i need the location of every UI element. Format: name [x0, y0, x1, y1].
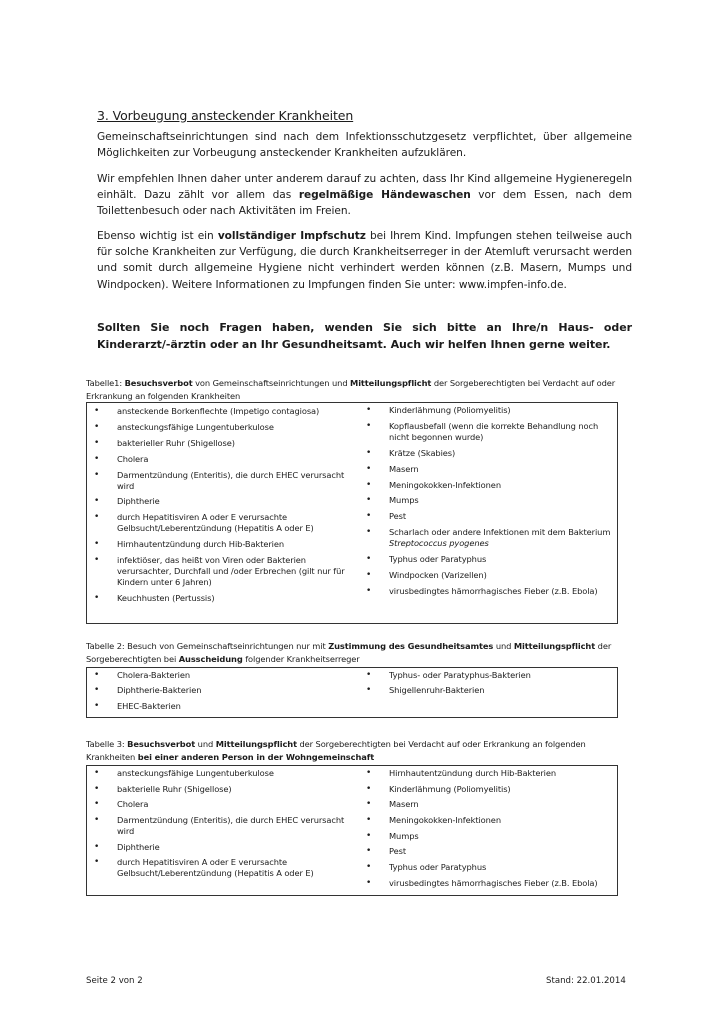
list-item: • Mumps [363, 495, 615, 506]
list-item: • Meningokokken-Infektionen [363, 815, 615, 826]
list-item: • virusbedingtes hämorrhagisches Fieber (z.B. Ebola) [363, 586, 615, 597]
hygiene-paragraph [97, 171, 632, 220]
table1-box [86, 402, 618, 624]
table3-box [86, 765, 618, 896]
list-item: • Krätze (Skabies) [363, 448, 615, 459]
table2-right-list [363, 670, 615, 701]
list-item: • Keuchhusten (Pertussis) [91, 593, 355, 604]
list-item: • Pest [363, 511, 615, 522]
list-item: • Typhus oder Paratyphus [363, 554, 615, 565]
list-item: • Diphtherie [91, 496, 355, 507]
table1-caption [86, 377, 631, 402]
list-item [363, 527, 615, 549]
table3-caption [86, 738, 631, 763]
table3-caption-a: Tabelle 3: [86, 739, 128, 749]
list-item: • Cholera-Bakterien [91, 670, 355, 681]
list-item: • bakterielle Ruhr (Shigellose) [91, 784, 355, 795]
list-item: • Typhus oder Paratyphus [363, 862, 615, 873]
table1-caption-d: der Sorgeberechtigten bei Verdacht auf oder Erkrankung an folgenden Krankheiten [86, 378, 616, 401]
table1-caption-c: von Gemeinschaftseinrichtungen und [192, 378, 351, 388]
list-item: • bakterieller Ruhr (Shigellose) [91, 438, 355, 449]
list-item: • Pest [363, 846, 615, 857]
table3-caption-bold-3: bei einer anderen Person in der Wohngemeinschaft [137, 751, 375, 762]
table3-caption-bold-1: Besuchsverbot [127, 739, 196, 749]
list-item: • EHEC-Bakterien [91, 701, 355, 712]
table2-caption-bold-3: Ausscheidung [178, 653, 243, 664]
handwashing-emphasis: regelmäßige Händewaschen [298, 189, 471, 202]
table1-caption-a: Tabelle1: [86, 378, 125, 388]
list-item: • Meningokokken-Infektionen [363, 480, 615, 491]
scharlach-bacterium-italic: Streptococcus pyogenes [389, 538, 489, 549]
list-item: • Cholera [91, 799, 355, 810]
list-item: • Diphtherie-Bakterien [91, 685, 355, 696]
list-item: • Darmentzündung (Enteritis), die durch EHEC verursacht wird [91, 815, 355, 837]
vaccination-emphasis: vollständiger Impfschutz [217, 230, 366, 242]
list-item: • ansteckungsfähige Lungentuberkulose [91, 422, 355, 433]
list-item: • Hirnhautentzündung durch Hib-Bakterien [363, 768, 615, 779]
contact-paragraph: Sollten Sie noch Fragen haben, wenden Sie sich bitte an Ihre/n Haus- oder Kinderarzt/-ärztin oder an Ihr Gesundheitsamt. Auch wir helfen Ihnen gerne weiter. [97, 321, 632, 351]
table2-box [86, 667, 618, 718]
table2-caption-d: der Sorgeberechtigten bei [86, 641, 612, 664]
list-item: • Hirnhautentzündung durch Hib-Bakterien [91, 539, 355, 550]
section-heading: 3. Vorbeugung ansteckender Krankheiten [97, 108, 354, 123]
table2-left-list [91, 670, 355, 716]
hygiene-text-b: vor dem Essen, nach dem Toilettenbesuch oder nach Aktivitäten im Freien. [97, 189, 632, 218]
table3-caption-c: und [195, 739, 216, 749]
table1-right-list [363, 405, 615, 602]
list-item: • Kopflausbefall (wenn die korrekte Behandlung noch nicht begonnen wurde) [363, 421, 615, 443]
document-date: Stand: 22.01.2014 [546, 976, 626, 986]
intro-paragraph: Gemeinschaftseinrichtungen sind nach dem Infektionsschutzgesetz verpflichtet, über allgemeine Möglichkeiten zur Vorbeugung ansteckender Krankheiten aufzuklären. [97, 131, 632, 160]
list-item: • virusbedingtes hämorrhagisches Fieber (z.B. Ebola) [363, 878, 615, 889]
vaccination-text-b: bei Ihrem Kind. Impfungen stehen teilweise auch für solche Krankheiten zur Verfügung, die durch Krankheitserreger in der Atemluft verursacht werden und somit durch allgemeine Hygiene nicht verhindert werden können (z.B. Masern, Mumps und Windpocken). Weitere Informationen zu Impfungen finden Sie unter: www.impfen-info.de. [97, 230, 632, 291]
list-item: • Shigellenruhr-Bakterien [363, 685, 615, 696]
table2-caption [86, 640, 631, 665]
table2-caption-a: Tabelle 2: Besuch von Gemeinschaftseinrichtungen nur mit [86, 641, 329, 651]
list-item: • Kinderlähmung (Poliomyelitis) [363, 405, 615, 416]
page-number: Seite 2 von 2 [86, 976, 143, 986]
list-item: • Windpocken (Varizellen) [363, 570, 615, 581]
table1-caption-bold-2: Mitteilungspflicht [350, 378, 432, 388]
scharlach-text: Scharlach oder andere Infektionen mit dem Bakterium [389, 527, 611, 538]
list-item: • infektiöser, das heißt von Viren oder Bakterien verursachter, Durchfall und /oder Erbrechen (gilt nur für Kindern unter 6 Jahren) [91, 555, 355, 588]
list-item: • Cholera [91, 454, 355, 465]
list-item: • Darmentzündung (Enteritis), die durch EHEC verursacht wird [91, 470, 355, 492]
list-item: • durch Hepatitisviren A oder E verursachte Gelbsucht/Leberentzündung (Hepatitis A oder E) [91, 512, 355, 534]
list-item: • Mumps [363, 831, 615, 842]
table2-caption-bold-2: Mitteilungspflicht [513, 641, 596, 651]
table3-left-list [91, 768, 355, 884]
table2-caption-bold-1: Zustimmung des Gesundheitsamtes [328, 641, 494, 651]
table1-left-list [91, 406, 355, 609]
list-item: • ansteckungsfähige Lungentuberkulose [91, 768, 355, 779]
vaccination-text-a: Ebenso wichtig ist ein [97, 230, 218, 242]
table3-caption-d: der Sorgeberechtigten bei Verdacht auf oder Erkrankung an folgenden Krankheiten [86, 739, 586, 762]
vaccination-paragraph [97, 228, 632, 293]
table1-caption-bold-1: Besuchsverbot [124, 378, 193, 388]
list-item: • durch Hepatitisviren A oder E verursachte Gelbsucht/Leberentzündung (Hepatitis A oder E) [91, 857, 355, 879]
table3-right-list [363, 768, 615, 894]
table3-caption-bold-2: Mitteilungspflicht [215, 739, 297, 749]
list-item: • Typhus- oder Paratyphus-Bakterien [363, 670, 615, 681]
list-item: • Kinderlähmung (Poliomyelitis) [363, 784, 615, 795]
table2-caption-c: und [493, 641, 514, 651]
list-item: • ansteckende Borkenflechte (Impetigo contagiosa) [91, 406, 355, 417]
list-item: • Masern [363, 799, 615, 810]
list-item: • Masern [363, 464, 615, 475]
hygiene-text-a: Wir empfehlen Ihnen daher unter anderem darauf zu achten, dass Ihr Kind allgemeine Hygieneregeln einhält. Dazu zählt vor allem das [97, 173, 632, 202]
list-item: • Diphtherie [91, 842, 355, 853]
table2-caption-e: folgender Krankheitserreger [242, 653, 360, 664]
